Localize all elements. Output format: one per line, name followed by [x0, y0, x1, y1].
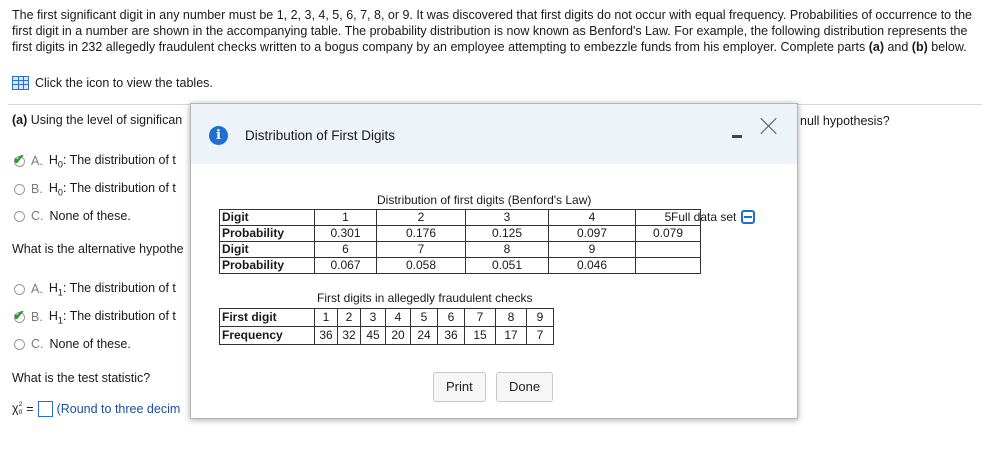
full-data-set-link[interactable]: Full data set	[671, 210, 755, 224]
dialog-header	[191, 104, 797, 164]
tables-dialog	[190, 103, 798, 419]
alt-option-c[interactable]: C. None of these.	[14, 337, 131, 351]
alternative-question: What is the alternative hypothe	[12, 242, 184, 256]
table-row: First digit 1 2 3 4 5 6 7 8 9	[220, 309, 554, 327]
dataset-icon[interactable]	[741, 210, 755, 224]
print-button[interactable]: Print	[433, 372, 486, 402]
close-button[interactable]	[759, 116, 779, 136]
radio-alt-a[interactable]	[14, 284, 25, 295]
dialog-title: Distribution of First Digits	[245, 128, 396, 143]
problem-statement: The first significant digit in any number must be 1, 2, 3, 4, 5, 6, 7, 8, or 9. It was discovered that first digits do not occur with equal frequency. Probabilities of occurrence to the first digit in a number are shown in the accompanying table. The probability distribution is now known as Benford's Law. For example, the following distribution represents the first digits in 232 allegedly fraudulent checks written to a bogus company by an employee attempting to embezzle funds from his employer. Complete parts (a) and (b) below.	[12, 8, 972, 54]
part-a-question: (a) Using the level of significan	[12, 113, 183, 127]
done-button[interactable]: Done	[496, 372, 553, 402]
table-row: Digit 1 2 3 4 5	[220, 210, 701, 226]
checkmark-icon: ✔	[13, 306, 25, 323]
table-row: Probability 0.067 0.058 0.051 0.046	[220, 258, 701, 274]
view-tables-link[interactable]: Click the icon to view the tables.	[12, 76, 213, 90]
alt-option-b[interactable]: ✔ B. $H_1$: The distribution of t	[13, 306, 176, 326]
chi-square-input[interactable]	[38, 401, 53, 417]
rounding-hint: (Round to three decim	[56, 402, 181, 416]
alt-option-a[interactable]: A. $H_1$: The distribution of t	[14, 281, 176, 298]
null-option-a[interactable]: ✔ A. $H_0$: The distribution of t	[13, 150, 176, 170]
table-row: Digit 6 7 8 9	[220, 242, 701, 258]
minimize-button[interactable]	[731, 125, 745, 139]
radio-null-b[interactable]	[14, 184, 25, 195]
radio-null-a[interactable]	[13, 150, 25, 167]
chi-square-label: χ 2 0	[12, 401, 23, 416]
benford-table	[219, 209, 701, 274]
table-row: Frequency 36 32 45 20 24 36 15 17 7	[220, 327, 554, 345]
checkmark-icon: ✔	[13, 150, 25, 167]
table-row: Probability 0.301 0.176 0.125 0.097 0.079	[220, 226, 701, 242]
null-option-c[interactable]: C. None of these.	[14, 209, 131, 223]
table-icon[interactable]	[12, 76, 29, 90]
radio-alt-c[interactable]	[14, 339, 25, 350]
test-statistic-row: χ 2 0 = (Round to three decim	[12, 401, 181, 416]
radio-alt-b[interactable]	[13, 306, 25, 323]
checks-table	[219, 308, 554, 345]
benford-caption: Distribution of first digits (Benford's Law)	[377, 193, 592, 207]
info-icon: i	[209, 126, 228, 145]
null-option-b[interactable]: B. $H_0$: The distribution of t	[14, 181, 176, 198]
test-statistic-question: What is the test statistic?	[12, 371, 151, 385]
checks-caption: First digits in allegedly fraudulent checks	[317, 291, 533, 305]
radio-null-c[interactable]	[14, 211, 25, 222]
part-a-question-tail: null hypothesis?	[800, 114, 890, 128]
